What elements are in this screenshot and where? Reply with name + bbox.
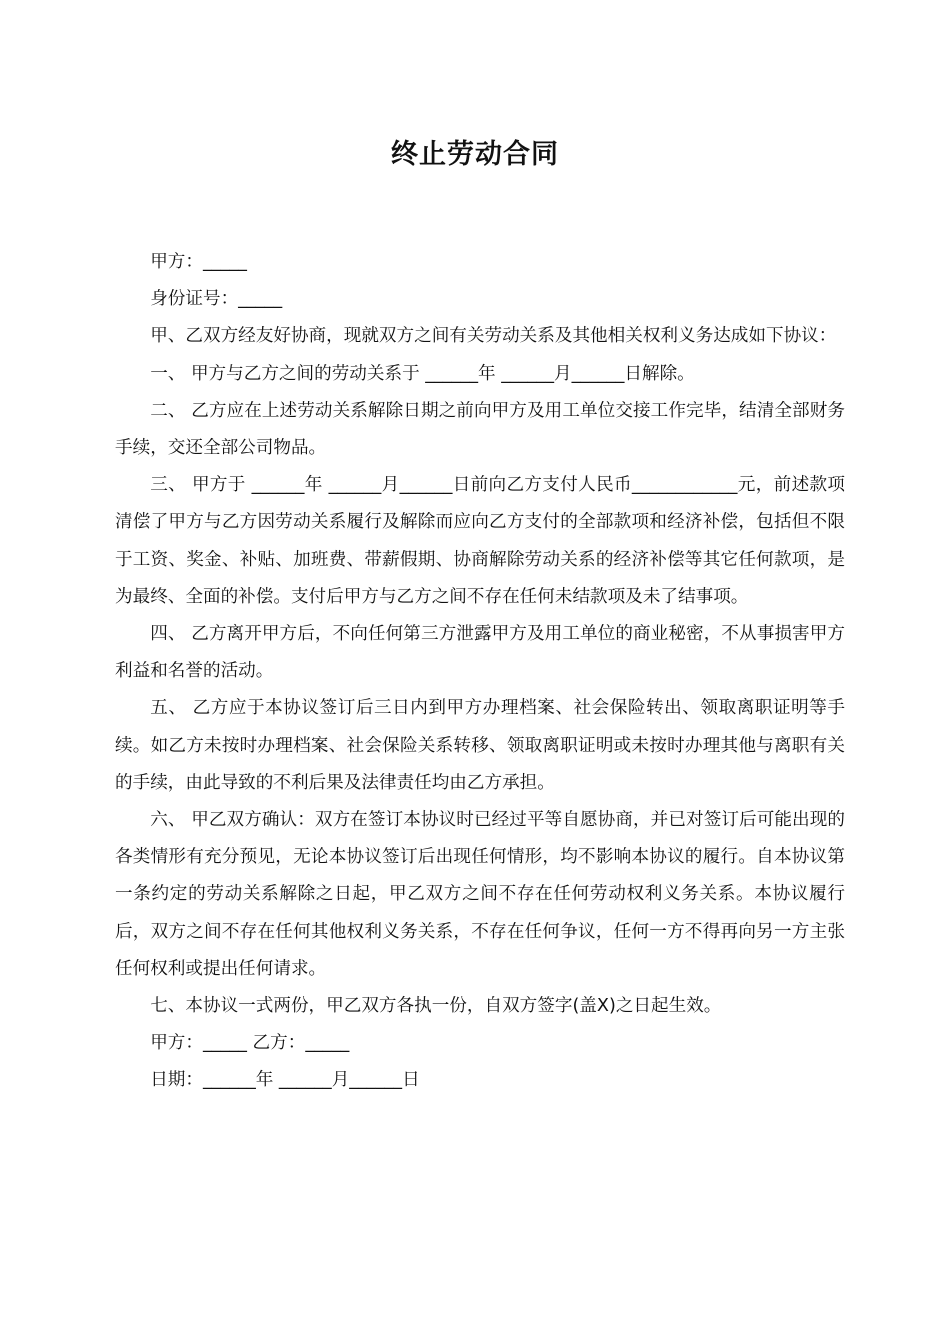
id-number-line: 身份证号：_____	[150, 289, 283, 310]
preamble-paragraph: 甲、乙双方经友好协商，现就双方之间有关劳动关系及其他相关权利义务达成如下协议：	[150, 326, 837, 347]
clause-6: 六、 甲乙双方确认：双方在签订本协议时已经过平等自愿协商，并已对签订后可能出现的各类情形有充分预见，无论本协议签订后出现任何情形，均不影响本协议的履行。自本协议第一条约定的劳动关系解除之日起，甲乙双方之间不存在任何劳动权利义务关系。本协议履行后，双方之间不存在任何其他权利义务关系，不存在任何争议，任何一方不得再向另一方主张任何权利或提出任何请求。	[115, 810, 845, 979]
clause-3: 三、 甲方于 ______年 ______月______日前向乙方支付人民币____________元，前述款项清偿了甲方与乙方因劳动关系履行及解除而应向乙方支付的全部款项和经济补偿，包括但不限于工资、奖金、补贴、加班费、带薪假期、协商解除劳动关系的经济补偿等其它任何款项，是为最终、全面的补偿。支付后甲方与乙方之间不存在任何未结款项及未了结事项。	[115, 475, 845, 607]
clause-1: 一、 甲方与乙方之间的劳动关系于 ______年 ______月______日解除。	[150, 363, 695, 384]
document-body	[115, 244, 845, 1100]
date-line: 日期：______年 ______月______日	[150, 1070, 420, 1091]
clause-2: 二、 乙方应在上述劳动关系解除日期之前向甲方及用工单位交接工作完毕，结清全部财务手续，交还全部公司物品。	[115, 400, 845, 459]
document-title: 终止劳动合同	[391, 139, 559, 170]
clause-5: 五、 乙方应于本协议签订后三日内到甲方办理档案、社会保险转出、领取离职证明等手续。如乙方未按时办理档案、社会保险关系转移、领取离职证明或未按时办理其他与离职有关的手续，由此导致的不利后果及法律责任均由乙方承担。	[115, 698, 845, 793]
party-a-line: 甲方：_____	[150, 252, 247, 272]
signature-line: 甲方：_____ 乙方：_____	[150, 1033, 350, 1054]
clause-4: 四、 乙方离开甲方后，不向任何第三方泄露甲方及用工单位的商业秘密，不从事损害甲方利益和名誉的活动。	[115, 624, 845, 682]
clause-7: 七、本协议一式两份，甲乙双方各执一份，自双方签字(盖X)之日起生效。	[150, 996, 722, 1017]
